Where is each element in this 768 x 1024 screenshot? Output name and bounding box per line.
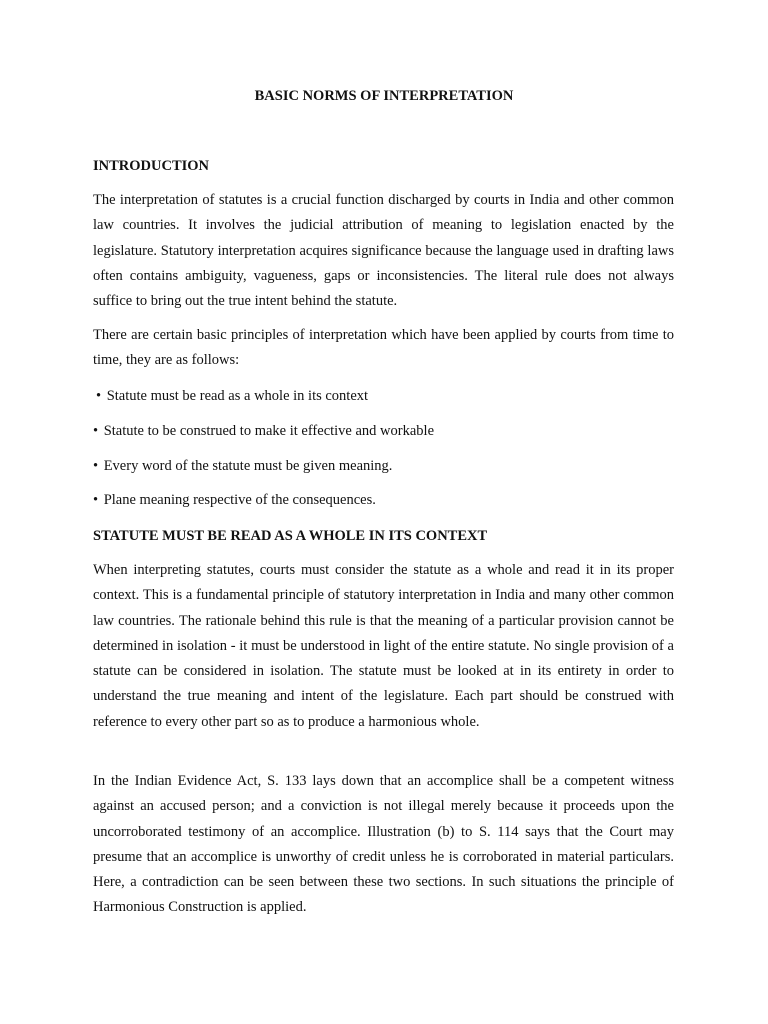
context-paragraph-1: When interpreting statutes, courts must consider the statute as a whole and read it in its proper context. This is a fundamental principle of statutory interpretation in India and many other common law countries. The rationale behind this rule is that the meaning of a particular provision cannot be determined in isolation - it must be understood in light of the entire statute. No single provision of a statute can be considered in isolation. The statute must be looked at in its entirety in order to understand the true meaning and intent of the legislature. Each part should be construed with reference to every other part so as to produce a harmonious whole. — [93, 562, 674, 730]
list-item-text: Every word of the statute must be given meaning. — [103, 458, 393, 474]
intro-paragraph-1: The interpretation of statutes is a crucial function discharged by courts in India and other common law countries. It involves the judicial attribution of meaning to legislation enacted by the legislature. Statutory interpretation acquires significance because the language used in drafting laws often contains ambiguity, vagueness, gaps or inconsistencies. The literal rule does not always suffice to bring out the true intent behind the statute. — [93, 192, 674, 310]
intro-paragraph-2: There are certain basic principles of interpretation which have been applied by courts from time to time, they are as follows: — [93, 327, 674, 369]
list-item — [93, 456, 392, 476]
section-heading-introduction: INTRODUCTION — [93, 158, 210, 174]
bullet-mark: • — [93, 492, 99, 508]
bullet-mark: • — [93, 423, 99, 439]
context-paragraph-2: In the Indian Evidence Act, S. 133 lays down that an accomplice shall be a competent witness against an accused person; and a conviction is not illegal merely because it proceeds upon the uncorroborated testimony of an accomplice. Illustration (b) to S. 114 says that the Court may presume that an accomplice is unworthy of credit unless he is corroborated in material particulars. Here, a contradiction can be seen between these two sections. In such situations the principle of Harmonious Construction is applied. — [93, 773, 674, 916]
list-item-text: Statute to be construed to make it effective and workable — [103, 423, 435, 439]
document-title: BASIC NORMS OF INTERPRETATION — [254, 88, 514, 104]
list-item — [93, 490, 376, 510]
list-item — [96, 386, 368, 406]
list-item-text: Statute must be read as a whole in its context — [106, 388, 369, 404]
bullet-mark: • — [93, 458, 99, 474]
section-heading-whole-context: STATUTE MUST BE READ AS A WHOLE IN ITS CONTEXT — [93, 528, 488, 544]
bullet-mark: • — [96, 388, 102, 404]
list-item — [93, 421, 434, 441]
list-item-text: Plane meaning respective of the consequences. — [103, 492, 376, 508]
